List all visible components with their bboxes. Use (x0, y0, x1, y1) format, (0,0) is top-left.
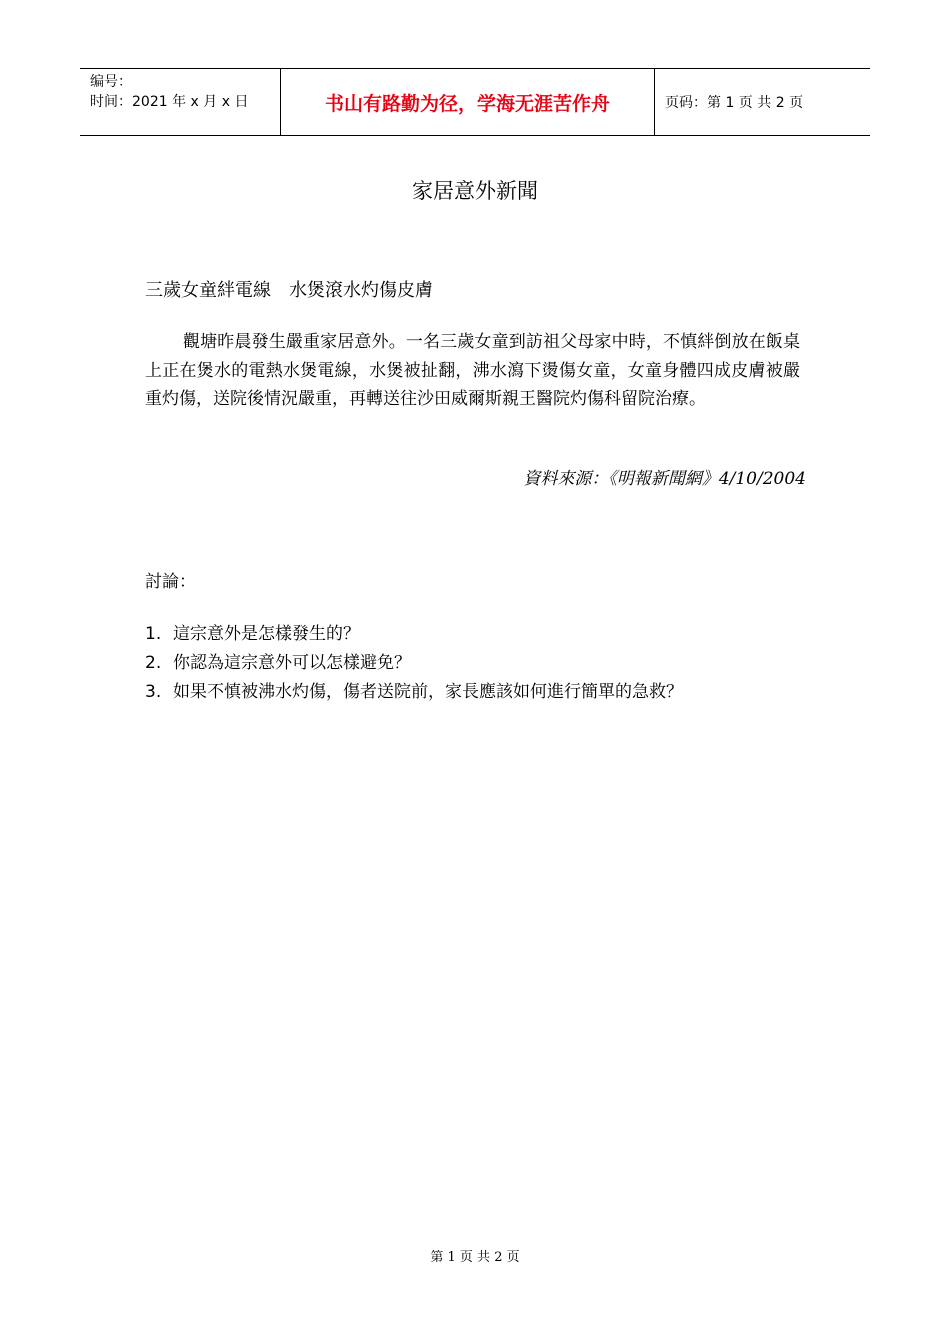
time-label: 时间：2021 年 x 月 x 日 (90, 94, 249, 110)
question-number: 2. (145, 653, 162, 673)
header-page-info: 页码：第 1 页 共 2 页 (665, 95, 804, 111)
article-body: 觀塘昨晨發生嚴重家居意外。一名三歲女童到訪祖父母家中時，不慎絆倒放在飯桌上正在煲水的電熱水煲電線，水煲被扯翻，沸水瀉下燙傷女童，女童身體四成皮膚被嚴重灼傷，送院後情況嚴重，再轉送往沙田威爾斯親王醫院灼傷科留院治療。 (145, 332, 800, 409)
question-text: 你認為這宗意外可以怎樣避免？ (173, 653, 411, 673)
question-item (145, 678, 683, 707)
page-footer: 第 1 页 共 2 页 (430, 1250, 520, 1265)
discussion-label: 討論： (145, 572, 196, 592)
header-meta (80, 69, 281, 135)
article-headline: 三歲女童絆電線 水煲滾水灼傷皮膚 (145, 280, 433, 301)
document-title: 家居意外新聞 (412, 179, 538, 203)
question-text: 如果不慎被沸水灼傷，傷者送院前，家長應該如何進行簡單的急救？ (173, 682, 683, 702)
question-item (145, 649, 683, 678)
number-label: 编号： (90, 74, 132, 90)
question-number: 1. (145, 624, 162, 644)
question-number: 3. (145, 682, 162, 702)
article-source: 資料來源：《明報新聞網》4/10/2004 (523, 469, 806, 489)
document-header (80, 68, 870, 136)
question-item (145, 620, 683, 649)
header-motto: 书山有路勤为径，学海无涯苦作舟 (281, 69, 655, 135)
question-text: 這宗意外是怎樣發生的？ (173, 624, 360, 644)
discussion-questions (145, 620, 683, 707)
